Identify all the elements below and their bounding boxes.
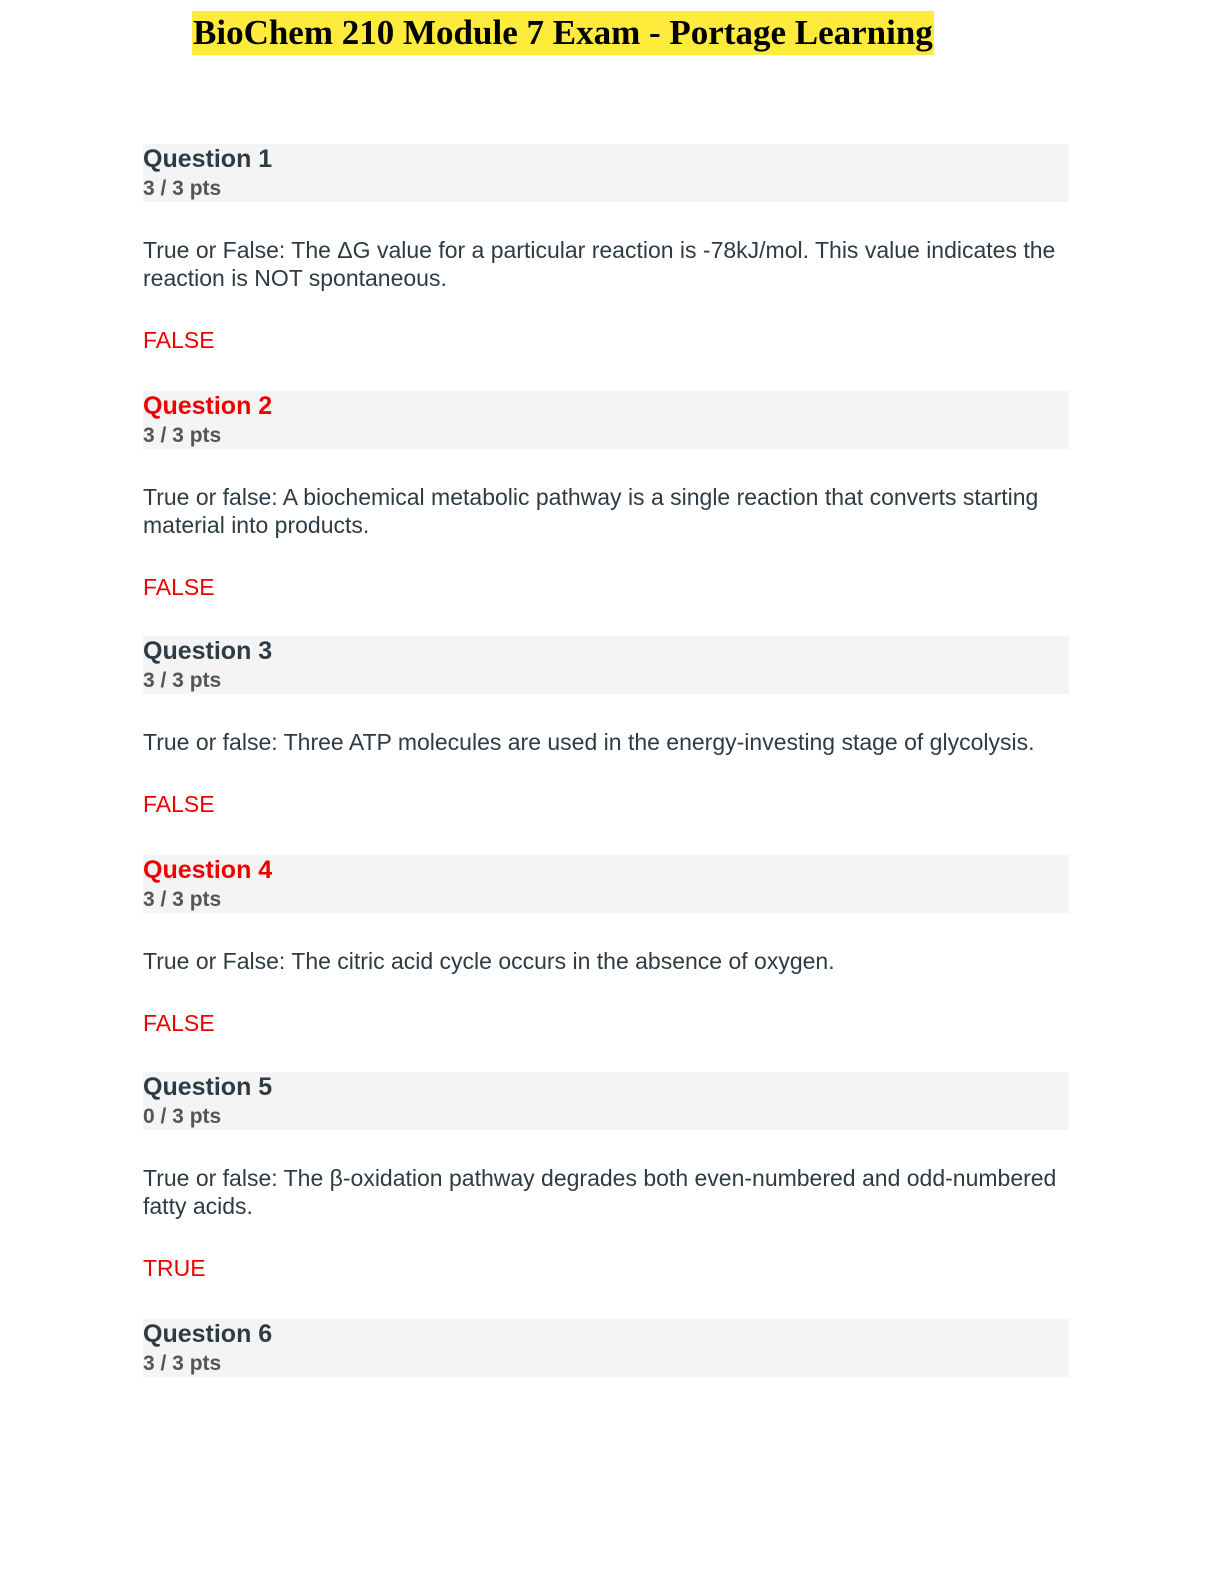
question-header [143,636,1069,694]
question-1 [143,144,1069,354]
question-3 [143,636,1069,818]
question-answer: FALSE [143,1010,215,1036]
question-title: Question 1 [143,145,273,173]
question-title: Question 5 [143,1073,273,1101]
document-title: BioChem 210 Module 7 Exam - Portage Learning [192,11,934,55]
question-header [143,1072,1069,1130]
question-6 [143,1319,1069,1377]
question-text: True or False: The citric acid cycle occurs in the absence of oxygen. [143,948,835,974]
question-answer: TRUE [143,1255,206,1281]
question-points: 3 / 3 pts [143,424,222,447]
question-title: Question 3 [143,637,273,665]
question-header [143,855,1069,913]
question-points: 3 / 3 pts [143,1352,222,1375]
question-4 [143,855,1069,1037]
question-points: 3 / 3 pts [143,177,222,200]
question-2 [143,391,1069,601]
question-title: Question 6 [143,1320,273,1348]
question-points: 3 / 3 pts [143,888,222,911]
question-text: True or false: Three ATP molecules are used in the energy-investing stage of glycolysis. [143,729,1035,755]
question-answer: FALSE [143,791,215,817]
question-5 [143,1072,1069,1282]
question-title: Question 2 [143,392,273,420]
question-text: True or false: A biochemical metabolic pathway is a single reaction that converts starting material into products. [143,484,1039,538]
question-header [143,144,1069,202]
question-title: Question 4 [143,856,273,884]
question-points: 0 / 3 pts [143,1105,222,1128]
question-text: True or False: The ΔG value for a particular reaction is -78kJ/mol. This value indicates the reaction is NOT spontaneous. [143,237,1056,291]
question-points: 3 / 3 pts [143,669,222,692]
question-header [143,391,1069,449]
question-answer: FALSE [143,574,215,600]
question-header [143,1319,1069,1377]
question-text: True or false: The β-oxidation pathway degrades both even-numbered and odd-numbered fatty acids. [143,1165,1057,1219]
question-answer: FALSE [143,327,215,353]
